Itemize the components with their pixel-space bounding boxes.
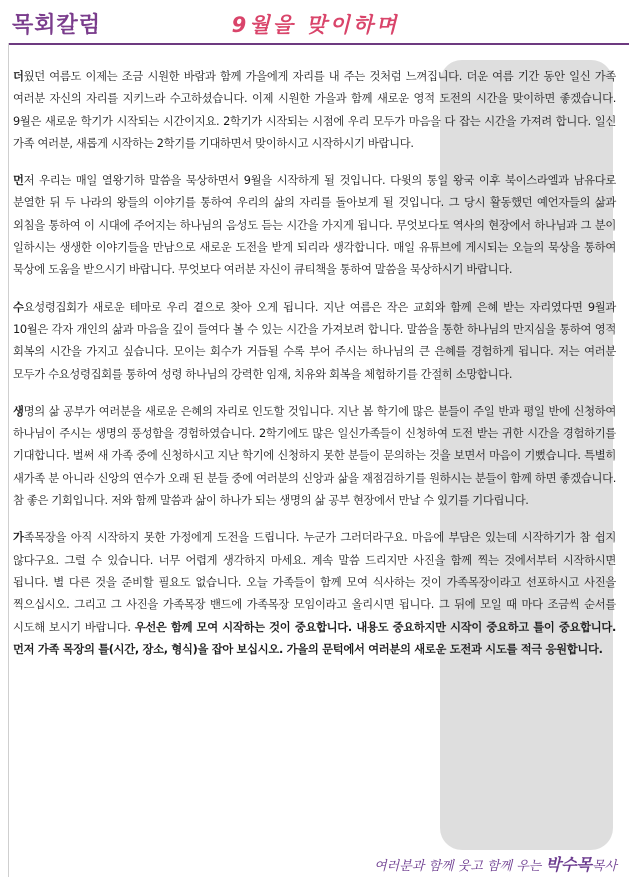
paragraph-2 [13, 170, 616, 281]
paragraph-text: 족목장을 아직 시작하지 못한 가정에게 도전을 드립니다. 누군가 그러더라구요. 마음에 부담은 있는데 시작하기가 참 쉽지 않다구요. 그럴 수 있습니다. 너무 어렵게 생각하지 마세요. 계속 말씀 드리지만 사진을 함께 찍는 것에서부터 시작하시면 됩니다. 별 다른 것을 준비할 필요도 없습니다. 오늘 가족들이 함께 모여 식사하는 것이 가족목장이라고 선포하시고 사진을 찍으십시오. 그리고 그 사진을 가족목장 밴드에 가족목장 모임이라고 올리시면 됩니다. 그 뒤에 모일 때 마다 조금씩 순서를 시도해 보시기 바랍니다. [13, 531, 616, 634]
paragraph-1 [13, 66, 616, 155]
paragraph-text: 웠던 여름도 이제는 조금 시원한 바람과 함께 가을에게 자리를 내 주는 것처럼 느껴집니다. 더운 여름 기간 동안 일신 가족 여러분 자신의 자리를 지키느라 수고하셨습니다. 이제 시원한 가을과 함께 새로운 영적 도전의 시간을 맞이하면 좋겠습니다. 9월은 새로운 학기가 시작되는 시간이지요. 2학기가 시작되는 시점에 우리 모두가 마음을 다 잡는 시간을 가져려 합니다. 일신 가족 여러분, 새롭게 시작하는 2학기를 기대하면서 맞이하시고 시작하시기 바랍니다. [13, 70, 616, 150]
column-body [13, 66, 616, 661]
paragraph-text: 명의 삶 공부가 여러분을 새로운 은혜의 자리로 인도할 것입니다. 지난 봄 학기에 많은 분들이 주일 반과 평일 반에 신청하여 하나님이 주시는 생명의 풍성함을 경험하였습니다. 2학기에도 많은 일신가족들이 신청하여 도전 받는 귀한 시간을 경험하기를 기대합니다. 벌써 새 가족 중에 신청하시고 지난 학기에 신청하지 못한 분들이 문의하는 것을 보면서 마음이 기뻤습니다. 특별히 새가족 분 아니라 신앙의 연수가 오래 된 분들 중에 여러분의 신앙과 삶을 재점검하기를 원하시는 분들이 함께 하면 좋겠습니다. 참 좋은 기회입니다. 저와 함께 말씀과 삶이 하나가 되는 생명의 삶 공부 현장에서 만날 수 있기를 기다립니다. [13, 404, 616, 508]
initial-letter: 가 [13, 531, 24, 545]
initial-letter: 더 [13, 70, 24, 83]
headline: 9월을 맞이하며 [231, 13, 400, 37]
paragraph-4 [13, 401, 616, 512]
column-title: 목회칼럼 [12, 13, 102, 38]
left-border [8, 43, 9, 877]
paragraph-5 [13, 527, 616, 661]
paragraph-emphasis: 우선은 함께 모여 시작하는 것이 중요합니다. 내용도 중요하지만 시작이 중요하고 틀이 중요합니다. 먼저 가족 목장의 틀(시간, 장소, 형식)을 잡아 보십시오. 가을의 문턱에서 여러분의 새로운 도전과 시도를 적극 응원합니다. [13, 620, 616, 656]
initial-letter: 수 [13, 300, 24, 314]
column-header [0, 0, 631, 46]
paragraph-3 [13, 297, 616, 386]
signature-prefix: 여러분과 함께 웃고 함께 우는 [374, 859, 542, 874]
initial-letter: 먼 [13, 174, 24, 188]
initial-letter: 생 [13, 404, 24, 418]
signature-title: 목사 [591, 859, 617, 874]
signature [374, 852, 617, 875]
signature-name: 박수목 [545, 855, 592, 874]
paragraph-text: 요성령집회가 새로운 테마로 우리 곁으로 찾아 오게 됩니다. 지난 여름은 작은 교회와 함께 은혜 받는 자리였다면 9월과 10월은 각자 개인의 삶과 마음을 깊이 들여다 볼 수 있는 시간을 가져보려 합니다. 말씀을 통한 하나님의 만지심을 통하여 영적 회복의 시간을 가지고 싶습니다. 모이는 회수가 거듭될 수록 부어 주시는 하나님의 큰 은혜를 경험하게 됩니다. 저는 여러분 모두가 수요성령집회를 통하여 성령 하나님의 강력한 임재, 치유와 회복을 체험하기를 간절히 소망합니다. [13, 300, 616, 381]
header-rule [8, 43, 629, 45]
paragraph-text: 저 우리는 매일 열왕기하 말씀을 묵상하면서 9월을 시작하게 될 것입니다. 다윗의 통일 왕국 이후 북이스라엘과 남유다로 분열한 뒤 두 나라의 왕들의 이야기를 통하여 우리의 삶의 자리를 돌아보게 될 것입니다. 그 당시 활동했던 예언자들의 삶과 외침을 통하여 이 시대에 주어지는 하나님의 음성도 듣는 시간을 가지게 됩니다. 무엇보다도 역사의 현장에서 하나님과 그 분이 일하시는 생생한 이야기들을 만남으로 새로운 도전을 받게 되리라 생각합니다. 매일 유튜브에 게시되는 오늘의 묵상을 통하여 묵상에 도움을 받으시기 바랍니다. 무엇보다 여러분 자신이 큐티책을 통하여 말씀을 묵상하시기 바랍니다. [13, 174, 616, 277]
